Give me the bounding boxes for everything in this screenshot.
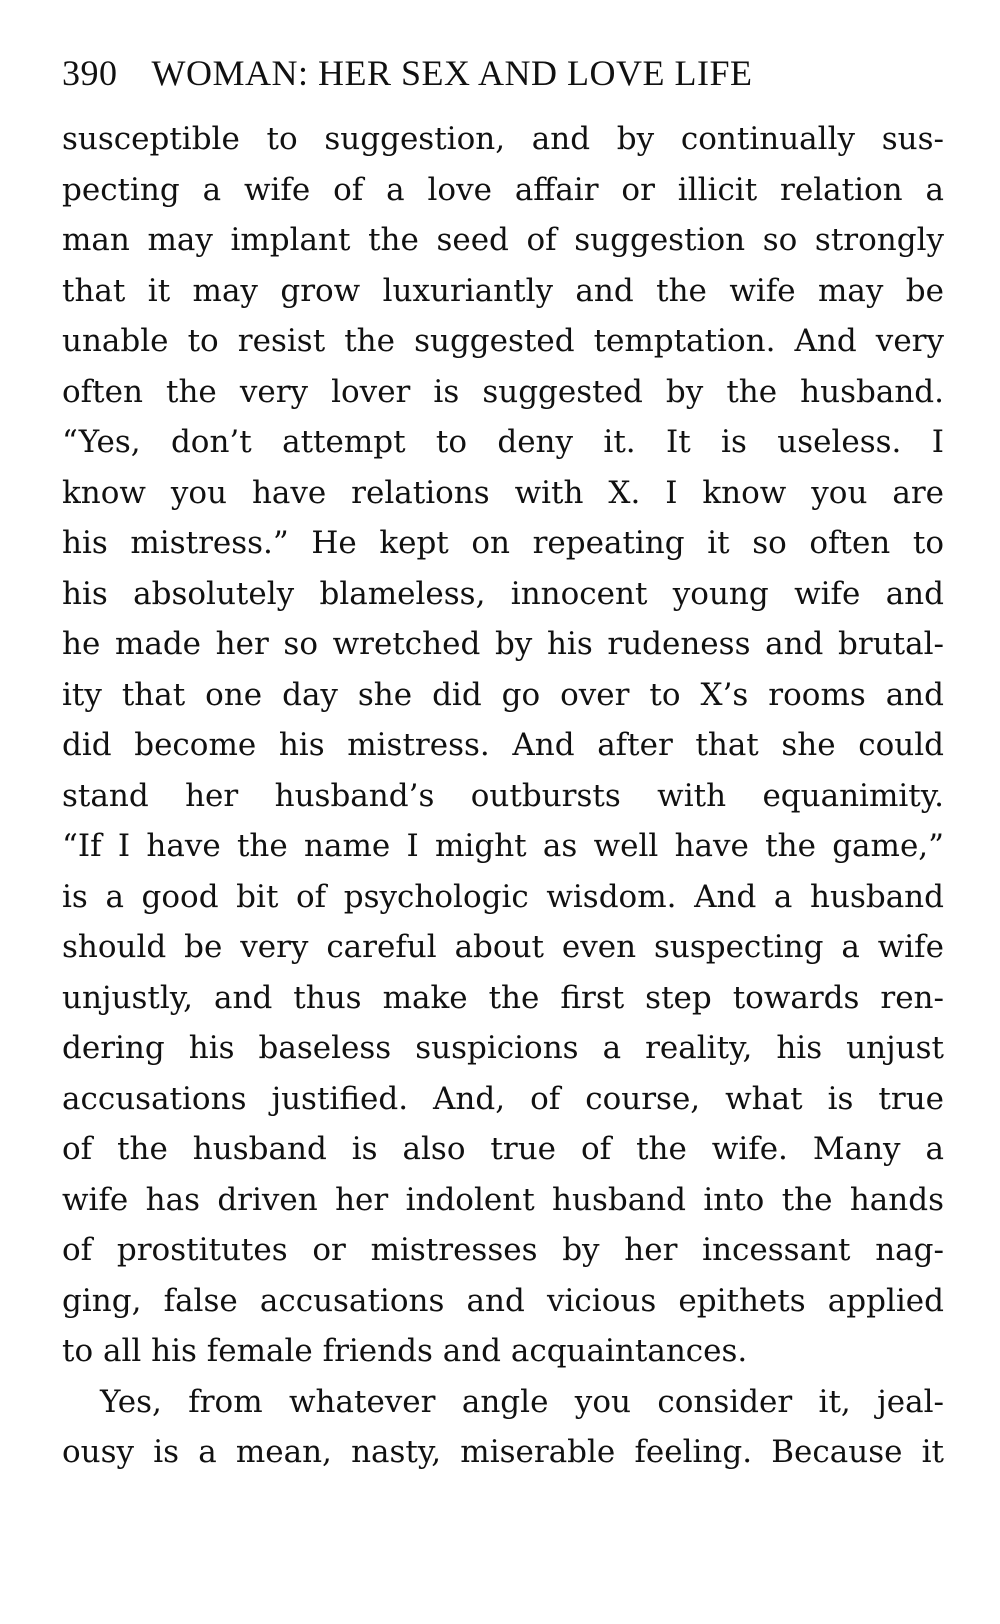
body-text <box>62 114 944 1478</box>
text-line: “Yes, don’t attempt to deny it. It is useless. I <box>62 424 944 460</box>
text-line: he made her so wretched by his rudeness and brutal- <box>62 626 944 662</box>
text-line: unable to resist the suggested temptation. And very <box>62 323 944 359</box>
text-line: man may implant the seed of suggestion so strongly <box>62 222 944 258</box>
text-line: of the husband is also true of the wife. Many a <box>62 1131 944 1167</box>
paragraph-1 <box>62 114 944 1377</box>
text-line: know you have relations with X. I know you are <box>62 474 944 511</box>
text-line: stand her husband’s outbursts with equanimity. <box>62 777 944 814</box>
text-line: dering his baseless suspicions a reality, his unjust <box>62 1030 944 1066</box>
text-line: did become his mistress. And after that she could <box>62 727 944 763</box>
text-line: “If I have the name I might as well have the game,” <box>62 828 944 864</box>
text-line: wife has driven her indolent husband into the hands <box>62 1181 944 1218</box>
text-line: is a good bit of psychologic wisdom. And a husband <box>62 878 944 915</box>
text-line: unjustly, and thus make the first step towards ren- <box>62 979 944 1016</box>
running-header <box>62 48 944 98</box>
text-line: Yes, from whatever angle you consider it, jeal- <box>100 1383 944 1420</box>
text-line: pecting a wife of a love affair or illicit relation a <box>62 171 944 208</box>
text-line: that it may grow luxuriantly and the wife may be <box>62 272 944 309</box>
book-title: WOMAN: HER SEX AND LOVE LIFE <box>151 53 753 93</box>
text-line: should be very careful about even suspecting a wife <box>62 929 944 965</box>
text-line: ousy is a mean, nasty, miserable feeling. Because it <box>62 1434 944 1470</box>
text-line: susceptible to suggestion, and by continually sus- <box>62 121 944 157</box>
text-line: of prostitutes or mistresses by her incessant nag- <box>62 1232 944 1268</box>
text-line: his absolutely blameless, innocent young wife and <box>62 575 944 612</box>
text-line: accusations justified. And, of course, what is true <box>62 1080 944 1117</box>
text-line: to all his female friends and acquaintances. <box>62 1333 748 1369</box>
text-line: his mistress.” He kept on repeating it so often to <box>62 525 944 561</box>
book-page <box>62 48 944 1478</box>
text-line: ity that one day she did go over to X’s rooms and <box>62 676 944 713</box>
page-number: 390 <box>62 53 118 93</box>
text-line: often the very lover is suggested by the husband. <box>62 373 944 410</box>
paragraph-2 <box>62 1377 944 1478</box>
text-line: ging, false accusations and vicious epithets applied <box>62 1282 944 1319</box>
